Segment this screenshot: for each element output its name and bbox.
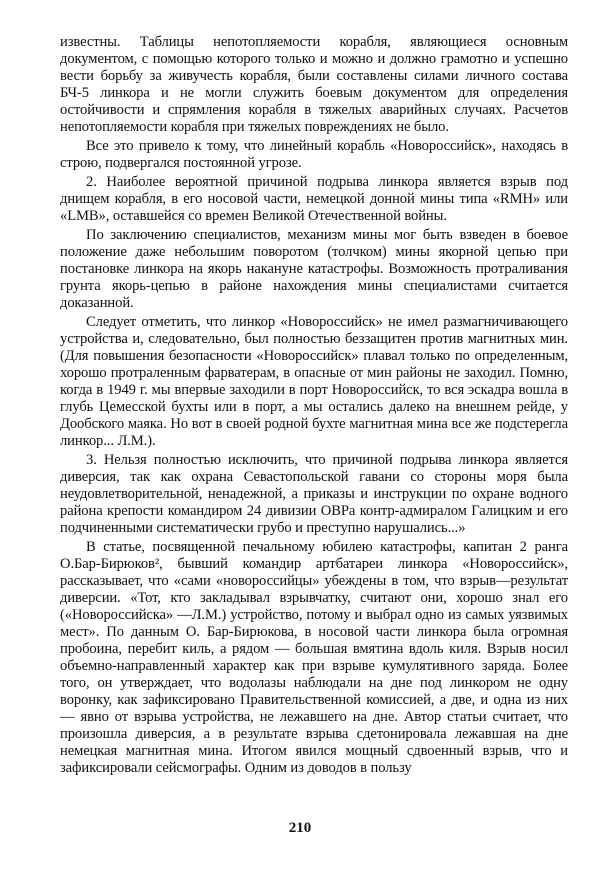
paragraph-2: Все это привело к тому, что линейный корабль «Новороссийск», находясь в строю, подвергался постоянной угрозе. [60,138,568,171]
paragraph-7: В статье, посвященной печальному юбилею катастрофы, капитан 2 ранга О.Бар-Бирюков², бывший командир артбатареи линкора «Новороссийск», рассказывает, что «сами «новороссийцы» убеждены в том, что взрыв—результат диверсии. «Тот, кто закладывал взрывчатку, считают они, хорошо знал его («Новороссийска» —Л.М.) устройство, потому и выбрал одно из самых уязвимых мест». По данным О. Бар-Бирюкова, в носовой части линкора была огромная пробоина, перебит киль, а рядом — большая вмятина вдоль киля. Взрыв носил объемно-направленный характер как при взрыве кумулятивного заряда. Более того, он утверждает, что водолазы наблюдали на дне под линкором не одну воронку, как зафиксировано Правительственной комиссией, а две, и одна из них — явно от взрыва устройства, не лежавшего на дне. Автор статьи считает, что произошла диверсия, а в результате взрыва сдетонировала лежавшая на дне немецкая магнитная мина. Итогом явился мощный сдвоенный взрыв, что и зафиксировали сейсмографы. Одним из доводов в пользу [60,539,568,776]
paragraph-4: По заключению специалистов, механизм мины мог быть взведен в боевое положение даже небольшим поворотом (толчком) мины якорной цепью при постановке линкора на якорь накануне катастрофы. Возможность протраливания грунта якорь-цепью в районе нахождения мины специалистами считается доказанной. [60,227,568,311]
paragraph-5: Следует отметить, что линкор «Новороссийск» не имел размагничивающего устройства и, следовательно, был полностью беззащитен против магнитных мин. (Для повышения безопасности «Новороссийск» плавал только по определенным, хорошо протраленным фарватерам, в опасные от мин районы не заходил. Помню, когда в 1949 г. мы впервые заходили в порт Новороссийск, то вся эскадра вошла в глубь Цемесской бухты или в порт, а мы остались далеко на внешнем рейде, у Дообского маяка. Но вот в своей родной бухте магнитная мина все же подстерегла линкор... Л.М.). [60,314,568,449]
page-number: 210 [288,820,312,836]
body-text [60,34,568,777]
paragraph-1: известны. Таблицы непотопляемости корабля, являющиеся основным документом, с помощью которого только и можно и должно грамотно и успешно вести борьбу за живучесть корабля, были составлены силами личного состава БЧ-5 линкора и не могли служить боевым документом для определения остойчивости и спрямления корабля в тяжелых аварийных случаях. Расчетов непотопляемости корабля при тяжелых повреждениях не было. [60,34,568,135]
paragraph-3: 2. Наиболее вероятной причиной подрыва линкора является взрыв под днищем корабля, в его носовой части, немецкой донной мины типа «RMH» или «LMB», оставшейся со времен Великой Отечественной войны. [60,174,568,224]
paragraph-6: 3. Нельзя полностью исключить, что причиной подрыва линкора является диверсия, так как охрана Севастопольской гавани со стороны моря была неудовлетворительной, ненадежной, а приказы и инструкции по охране водного района крепости командиром 24 дивизии ОВРа контр-адмиралом Галицким и его подчиненными систематически грубо и преступно нарушались...» [60,452,568,536]
